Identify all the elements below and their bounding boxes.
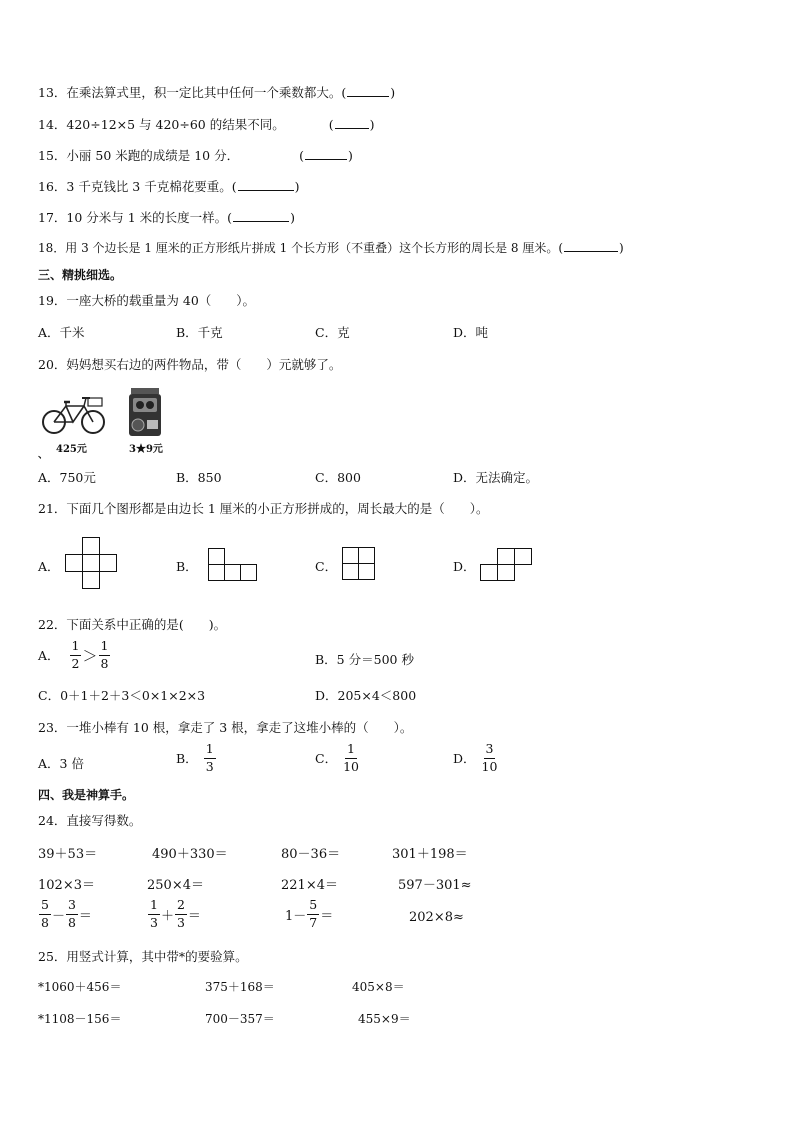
option-a[interactable]: A．750元: [38, 470, 96, 485]
calc-item: 490＋330＝: [152, 847, 228, 862]
question-16: 16．3 千克钱比 3 千克棉花要重。( ): [38, 179, 300, 194]
question-15: 15．小丽 50 米跑的成绩是 10 分． ( ): [38, 148, 353, 163]
fraction: $\frac{2}{3}$: [176, 897, 185, 930]
question-22-stem: 22．下面关系中正确的是( )。: [38, 617, 227, 632]
answer-blank[interactable]: [335, 116, 369, 129]
calc-item: 202×8≈: [409, 910, 464, 925]
option-b[interactable]: B． $\frac{1}{3}$: [176, 741, 214, 774]
fraction: $\frac{3}{8}$: [67, 897, 76, 930]
radio-image: [127, 386, 163, 438]
question-17: 17．10 分米与 1 米的长度一样。( ): [38, 210, 295, 225]
fraction: $\frac{1}{3}$: [150, 897, 158, 930]
list-mark: 、: [38, 450, 48, 461]
option-b-label[interactable]: B．: [176, 559, 198, 574]
question-19-stem: 19．一座大桥的载重量为 40（ ）。: [38, 293, 256, 308]
fraction: $\frac{1}{3}$: [205, 741, 214, 774]
fraction: $\frac{1}{10}$: [343, 741, 359, 774]
option-d[interactable]: D．无法确定。: [453, 470, 539, 485]
option-b[interactable]: B．千克: [176, 325, 223, 340]
option-c[interactable]: C． $\frac{1}{10}$: [315, 741, 359, 774]
question-18: 18．用 3 个边长是 1 厘米的正方形纸片拼成 1 个长方形（不重叠）这个长方形的周长是 8 厘米。( ): [38, 241, 624, 255]
option-c[interactable]: C．0＋1＋2＋3＜0×1×2×3: [38, 688, 206, 703]
shape-a-cross[interactable]: [64, 537, 118, 591]
fraction: $\frac{1}{2}$: [71, 638, 80, 671]
option-a[interactable]: A．3 倍: [38, 756, 84, 771]
fraction: $\frac{5}{7}$: [309, 897, 318, 930]
option-b[interactable]: B．5 分＝500 秒: [315, 652, 414, 667]
fraction: $\frac{3}{10}$: [481, 741, 498, 774]
calc-item: 102×3＝: [38, 878, 95, 893]
section-heading-4: 四、我是神算手。: [38, 788, 135, 802]
question-13: 13．在乘法算式里，积一定比其中任何一个乘数都大。( ): [38, 85, 396, 100]
answer-blank[interactable]: [564, 239, 618, 252]
calc-item: 301＋198＝: [392, 847, 468, 862]
fraction: $\frac{1}{8}$: [100, 638, 109, 671]
option-c[interactable]: C．克: [315, 325, 350, 340]
calc-item: $\frac{5}{8}$ － $\frac{3}{8}$ ＝: [41, 897, 92, 930]
calc-item: 597－301≈: [398, 878, 472, 893]
option-d-label[interactable]: D．: [453, 559, 476, 574]
question-20-stem: 20．妈妈想买右边的两件物品，带（ ）元就够了。: [38, 357, 342, 372]
calc-item: *1108－156＝: [38, 1012, 122, 1026]
question-25-stem: 25．用竖式计算，其中带*的要验算。: [38, 949, 248, 964]
option-c-label[interactable]: C．: [315, 559, 338, 574]
calc-item: $\frac{1}{3}$ ＋ $\frac{2}{3}$ ＝: [150, 897, 201, 930]
shape-c-square[interactable]: [341, 546, 377, 582]
question-14: 14．420÷12×5 与 420÷60 的结果不同。 ( ): [38, 117, 375, 132]
calc-item: 405×8＝: [352, 980, 405, 994]
calc-item: 375＋168＝: [205, 980, 275, 994]
calc-item: 39＋53＝: [38, 847, 98, 862]
calc-item: 80－36＝: [281, 847, 341, 862]
bicycle-price: 425元: [56, 444, 87, 455]
option-d[interactable]: D． $\frac{3}{10}$: [453, 741, 498, 774]
answer-blank[interactable]: [305, 147, 347, 160]
bicycle-image: [40, 392, 108, 436]
option-c[interactable]: C．800: [315, 470, 361, 485]
option-a-label[interactable]: A．: [38, 559, 60, 574]
option-b[interactable]: B．850: [176, 470, 222, 485]
section-heading-3: 三、精挑细选。: [38, 268, 123, 282]
shape-b-l[interactable]: [207, 547, 259, 583]
option-a[interactable]: A．千米: [38, 325, 85, 340]
option-a[interactable]: A． $\frac{1}{2}$ ＞ $\frac{1}{8}$: [38, 638, 109, 671]
fraction: $\frac{5}{8}$: [41, 897, 49, 930]
answer-blank[interactable]: [347, 84, 389, 97]
question-21-stem: 21．下面几个图形都是由边长 1 厘米的小正方形拼成的，周长最大的是（ ）。: [38, 501, 489, 516]
calc-item: 250×4＝: [147, 878, 204, 893]
radio-price: 3★9元: [129, 444, 163, 455]
option-d[interactable]: D．205×4＜800: [315, 688, 417, 703]
answer-blank[interactable]: [233, 209, 289, 222]
calc-item: 1－ $\frac{5}{7}$ ＝: [285, 897, 334, 930]
question-23-stem: 23．一堆小棒有 10 根，拿走了 3 根，拿走了这堆小棒的（ ）。: [38, 720, 413, 735]
shape-d-step[interactable]: [479, 547, 533, 583]
calc-item: 455×9＝: [358, 1012, 411, 1026]
calc-item: *1060＋456＝: [38, 980, 122, 994]
answer-blank[interactable]: [238, 178, 294, 191]
calc-item: 221×4＝: [281, 878, 338, 893]
calc-item: 700－357＝: [205, 1012, 275, 1026]
option-d[interactable]: D．吨: [453, 325, 489, 340]
question-24-stem: 24．直接写得数。: [38, 813, 142, 828]
